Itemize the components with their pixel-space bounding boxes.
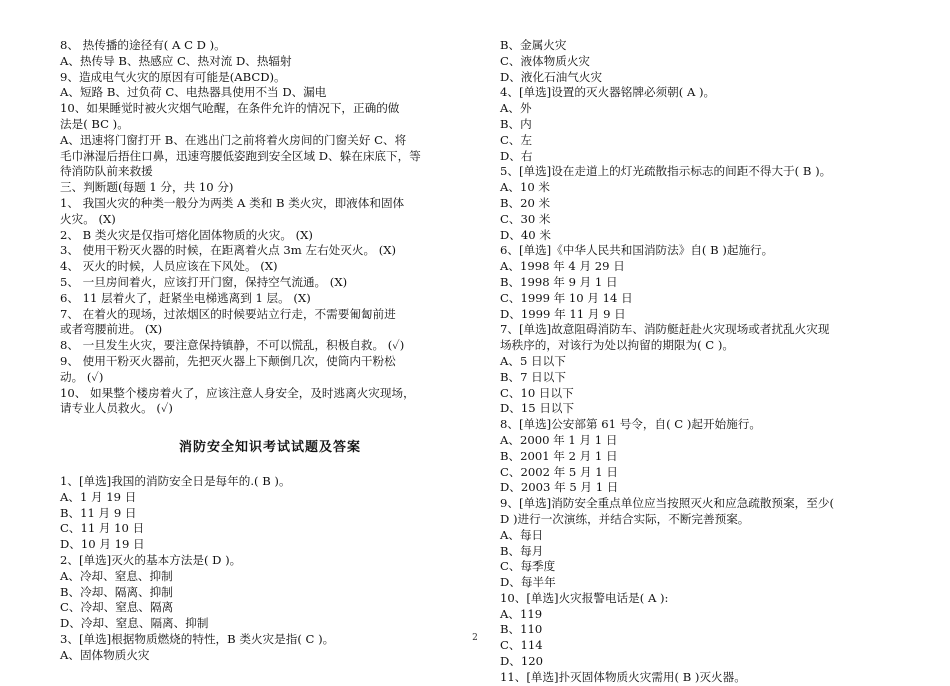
text-line: D、15 日以下 [500, 401, 575, 416]
text-line: B、1998 年 9 月 1 日 [500, 274, 618, 289]
text-line: A、2000 年 1 月 1 日 [500, 432, 618, 447]
text-line: A、固体物质火灾 [60, 647, 150, 662]
text-line: D )进行一次演练，并结合实际，不断完善预案。 [500, 511, 750, 526]
text-line: C、液体物质火灾 [500, 53, 591, 68]
text-line: C、1999 年 10 月 14 日 [500, 290, 633, 305]
text-line: A、外 [500, 101, 532, 116]
text-line: 8、 热传播的途径有( A C D )。 [60, 38, 226, 52]
text-line: B、2001 年 2 月 1 日 [500, 448, 618, 463]
text-line: 待消防队前来救援 [60, 164, 153, 179]
text-line: 8、 一旦发生火灾，要注意保持镇静，不可以慌乱，积极自救。 (✓) [60, 338, 405, 353]
right-column [500, 38, 910, 686]
text-line: 7、 在着火的现场，过浓烟区的时候要站立行走，不需要匍匐前进 [60, 306, 396, 321]
text-line: 10、[单选]火灾报警电话是( A ): [500, 590, 669, 605]
text-line: 6、 11 层着火了，赶紧坐电梯逃离到 1 层。 (X) [60, 290, 311, 305]
text-line: 6、[单选]《中华人民共和国消防法》自( B )起施行。 [500, 243, 774, 258]
text-line: B、每月 [500, 543, 544, 558]
text-line: D、120 [500, 654, 544, 669]
text-line: B、110 [500, 622, 543, 637]
text-line: B、金属火灾 [500, 38, 567, 52]
text-line: A、119 [500, 606, 543, 621]
text-line: C、左 [500, 132, 533, 147]
text-line: C、11 月 10 日 [60, 521, 145, 536]
text-line: 5、 一旦房间着火，应该打开门窗，保持空气流通。 (X) [60, 274, 348, 289]
text-line: D、2003 年 5 月 1 日 [500, 480, 619, 495]
text-line: 请专业人员救火。 (✓) [60, 401, 173, 416]
text-line: 毛巾淋湿后捂住口鼻，迅速弯腰低姿跑到安全区域 D、躲在床底下，等 [60, 148, 421, 163]
text-line: 4、 灭火的时候，人员应该在下风处。 (X) [60, 259, 278, 274]
single-choice-section-right [500, 38, 910, 686]
text-line: 9、造成电气火灾的原因有可能是(ABCD)。 [60, 69, 286, 84]
text-line: A、冷却、窒息、抑制 [60, 568, 173, 583]
text-line: 2、 B 类火灾是仅指可熔化固体物质的火灾。 (X) [60, 227, 313, 242]
text-line: 4、[单选]设置的灭火器铭牌必须朝( A )。 [500, 85, 716, 100]
text-line: D、冷却、窒息、隔离、抑制 [60, 616, 209, 631]
text-line: 10、如果睡觉时被火灾烟气呛醒，在条件允许的情况下，正确的做 [60, 101, 400, 116]
text-line: 9、 使用干粉灭火器前，先把灭火器上下颠倒几次，使筒内干粉松 [60, 353, 396, 368]
text-line: A、每日 [500, 527, 544, 542]
text-line: B、11 月 9 日 [60, 505, 137, 520]
text-line: 3、[单选]根据物质燃烧的特性，B 类火灾是指( C )。 [60, 631, 335, 646]
text-line: 法是( BC )。 [60, 116, 129, 131]
text-line: D、10 月 19 日 [60, 537, 145, 552]
text-line: 2、[单选]灭火的基本方法是( D )。 [60, 552, 242, 567]
text-line: 动。 (✓) [60, 369, 104, 384]
text-line: A、5 日以下 [500, 353, 566, 368]
text-line: 或者弯腰前进。 (X) [60, 322, 163, 337]
text-line: B、20 米 [500, 195, 551, 210]
text-line: 场秩序的，对该行为处以拘留的期限为( C )。 [500, 338, 734, 353]
text-line: D、每半年 [500, 575, 556, 590]
text-line: 1、 我国火灾的种类一般分为两类 A 类和 B 类火灾，即液体和固体 [60, 195, 405, 210]
judgement-section [60, 38, 480, 417]
text-line: A、1 月 19 日 [60, 489, 137, 504]
text-line: C、每季度 [500, 559, 556, 574]
text-line: 10、 如果整个楼房着火了，应该注意人身安全，及时逃离火灾现场， [60, 385, 415, 400]
text-line: A、10 米 [500, 180, 550, 195]
text-line: D、40 米 [500, 227, 551, 242]
text-line: C、114 [500, 638, 543, 653]
text-line: 11、[单选]扑灭固体物质火灾需用( B )灭火器。 [500, 669, 746, 684]
text-line: D、液化石油气火灾 [500, 69, 603, 84]
text-line: D、右 [500, 148, 533, 163]
text-line: B、内 [500, 116, 532, 131]
text-line: C、2002 年 5 月 1 日 [500, 464, 618, 479]
text-line: D、1999 年 11 月 9 日 [500, 306, 626, 321]
text-line: 7、[单选]故意阻碍消防车、消防艇赶赴火灾现场或者扰乱火灾现 [500, 322, 830, 337]
text-line: A、1998 年 4 月 29 日 [500, 259, 625, 274]
text-line: A、迅速将门窗打开 B、在逃出门之前将着火房间的门窗关好 C、将 [60, 132, 407, 147]
text-line: 5、[单选]设在走道上的灯光疏散指示标志的间距不得大于( B )。 [500, 164, 832, 179]
text-line: C、30 米 [500, 211, 551, 226]
text-line: 火灾。 (X) [60, 211, 116, 226]
text-line: C、冷却、窒息、隔离 [60, 600, 174, 615]
text-line: B、冷却、隔离、抑制 [60, 584, 173, 599]
text-line: B、7 日以下 [500, 369, 566, 384]
page-number: 2 [472, 633, 478, 643]
text-line: A、热传导 B、热感应 C、热对流 D、热辐射 [60, 53, 292, 68]
text-line: A、短路 B、过负荷 C、电热器具使用不当 D、漏电 [60, 85, 327, 100]
section-title: 消防安全知识考试试题及答案 [178, 440, 361, 456]
text-line: 1、[单选]我国的消防安全日是每年的.( B )。 [60, 473, 291, 488]
text-line: 3、 使用干粉灭火器的时候，在距离着火点 3m 左右处灭火。 (X) [60, 243, 397, 258]
text-line: C、10 日以下 [500, 385, 574, 400]
text-line: 8、[单选]公安部第 61 号令，自( C )起开始施行。 [500, 417, 761, 432]
left-column [60, 38, 480, 663]
text-line: 9、[单选]消防安全重点单位应当按照灭火和应急疏散预案，至少( [500, 496, 834, 511]
text-line: 三、判断题(每题 1 分，共 10 分) [60, 180, 234, 195]
